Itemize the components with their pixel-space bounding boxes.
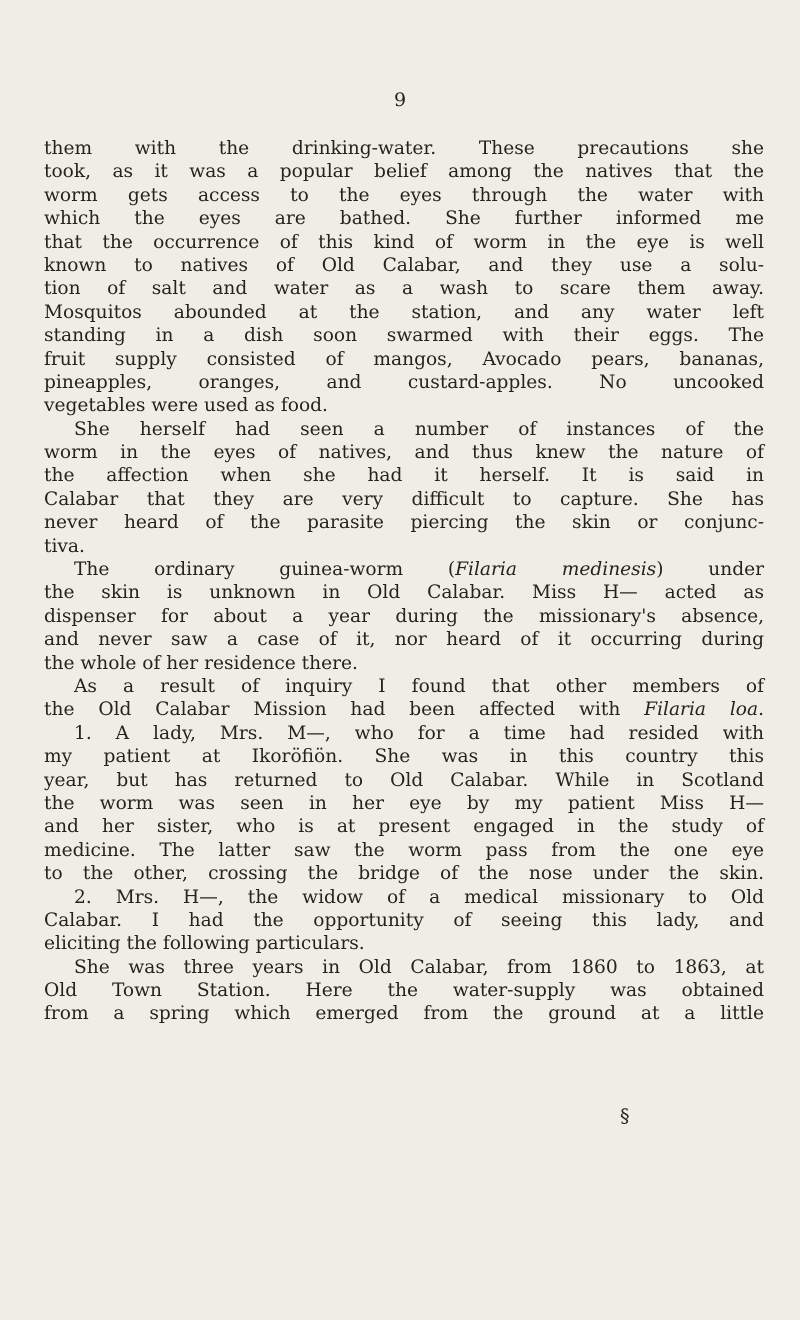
text-line: 1. A lady, Mrs. M—, who for a time had resided with — [74, 722, 764, 744]
text-line: The ordinary guinea-worm (Filaria medinesis) under — [74, 559, 764, 581]
text-line: took, as it was a popular belief among the natives that the — [44, 161, 764, 183]
text-line: and never saw a case of it, nor heard of it occurring during — [44, 629, 764, 651]
text-line: the worm was seen in her eye by my patient Miss H— — [44, 792, 764, 814]
text-line: known to natives of Old Calabar, and they use a solu- — [44, 254, 764, 276]
signature-mark: § — [620, 1105, 630, 1127]
text-line: medicine. The latter saw the worm pass from the one eye — [44, 839, 764, 861]
text-line: the whole of her residence there. — [44, 652, 358, 674]
text-line: vegetables were used as food. — [44, 395, 328, 417]
text-line: from a spring which emerged from the ground at a little — [44, 1003, 764, 1025]
text-line: year, but has returned to Old Calabar. While in Scotland — [44, 769, 764, 791]
text-line: never heard of the parasite piercing the skin or conjunc- — [44, 512, 764, 534]
text-line: my patient at Ikoröfiön. She was in this country this — [44, 746, 764, 768]
text-line: worm in the eyes of natives, and thus knew the nature of — [44, 442, 764, 464]
text-line: and her sister, who is at present engaged in the study of — [44, 816, 764, 838]
text-line: As a result of inquiry I found that other members of — [74, 675, 764, 697]
text-line: the affection when she had it herself. It is said in — [44, 465, 764, 487]
text-line: fruit supply consisted of mangos, Avocado pears, bananas, — [44, 348, 764, 370]
text-line: them with the drinking-water. These precautions she — [44, 138, 764, 159]
text-line: pineapples, oranges, and custard-apples. No uncooked — [44, 371, 764, 393]
text-line: tion of salt and water as a wash to scare them away. — [44, 278, 764, 300]
page-number: 9 — [393, 89, 407, 111]
text-line: the Old Calabar Mission had been affected with Filaria loa. — [44, 699, 764, 721]
text-line: to the other, crossing the bridge of the nose under the skin. — [44, 863, 764, 885]
text-line: She was three years in Old Calabar, from 1860 to 1863, at — [74, 956, 764, 978]
text-line: dispenser for about a year during the missionary's absence, — [44, 605, 764, 627]
text-line: Calabar. I had the opportunity of seeing this lady, and — [44, 909, 764, 931]
text-line: which the eyes are bathed. She further informed me — [44, 208, 764, 230]
text-line: the skin is unknown in Old Calabar. Miss H— acted as — [44, 582, 764, 604]
text-line: She herself had seen a number of instances of the — [74, 418, 764, 440]
text-line: 2. Mrs. H—, the widow of a medical missionary to Old — [74, 886, 764, 908]
text-line: Calabar that they are very difficult to capture. She has — [44, 488, 764, 510]
text-line: standing in a dish soon swarmed with their eggs. The — [44, 325, 764, 347]
text-line: eliciting the following particulars. — [44, 933, 365, 955]
text-line: worm gets access to the eyes through the water with — [44, 184, 764, 206]
text-line: that the occurrence of this kind of worm in the eye is well — [44, 231, 764, 253]
text-line: Old Town Station. Here the water-supply was obtained — [44, 980, 764, 1002]
body-text — [44, 137, 764, 1026]
text-line: Mosquitos abounded at the station, and any water left — [44, 301, 764, 323]
text-line: tiva. — [44, 535, 85, 557]
